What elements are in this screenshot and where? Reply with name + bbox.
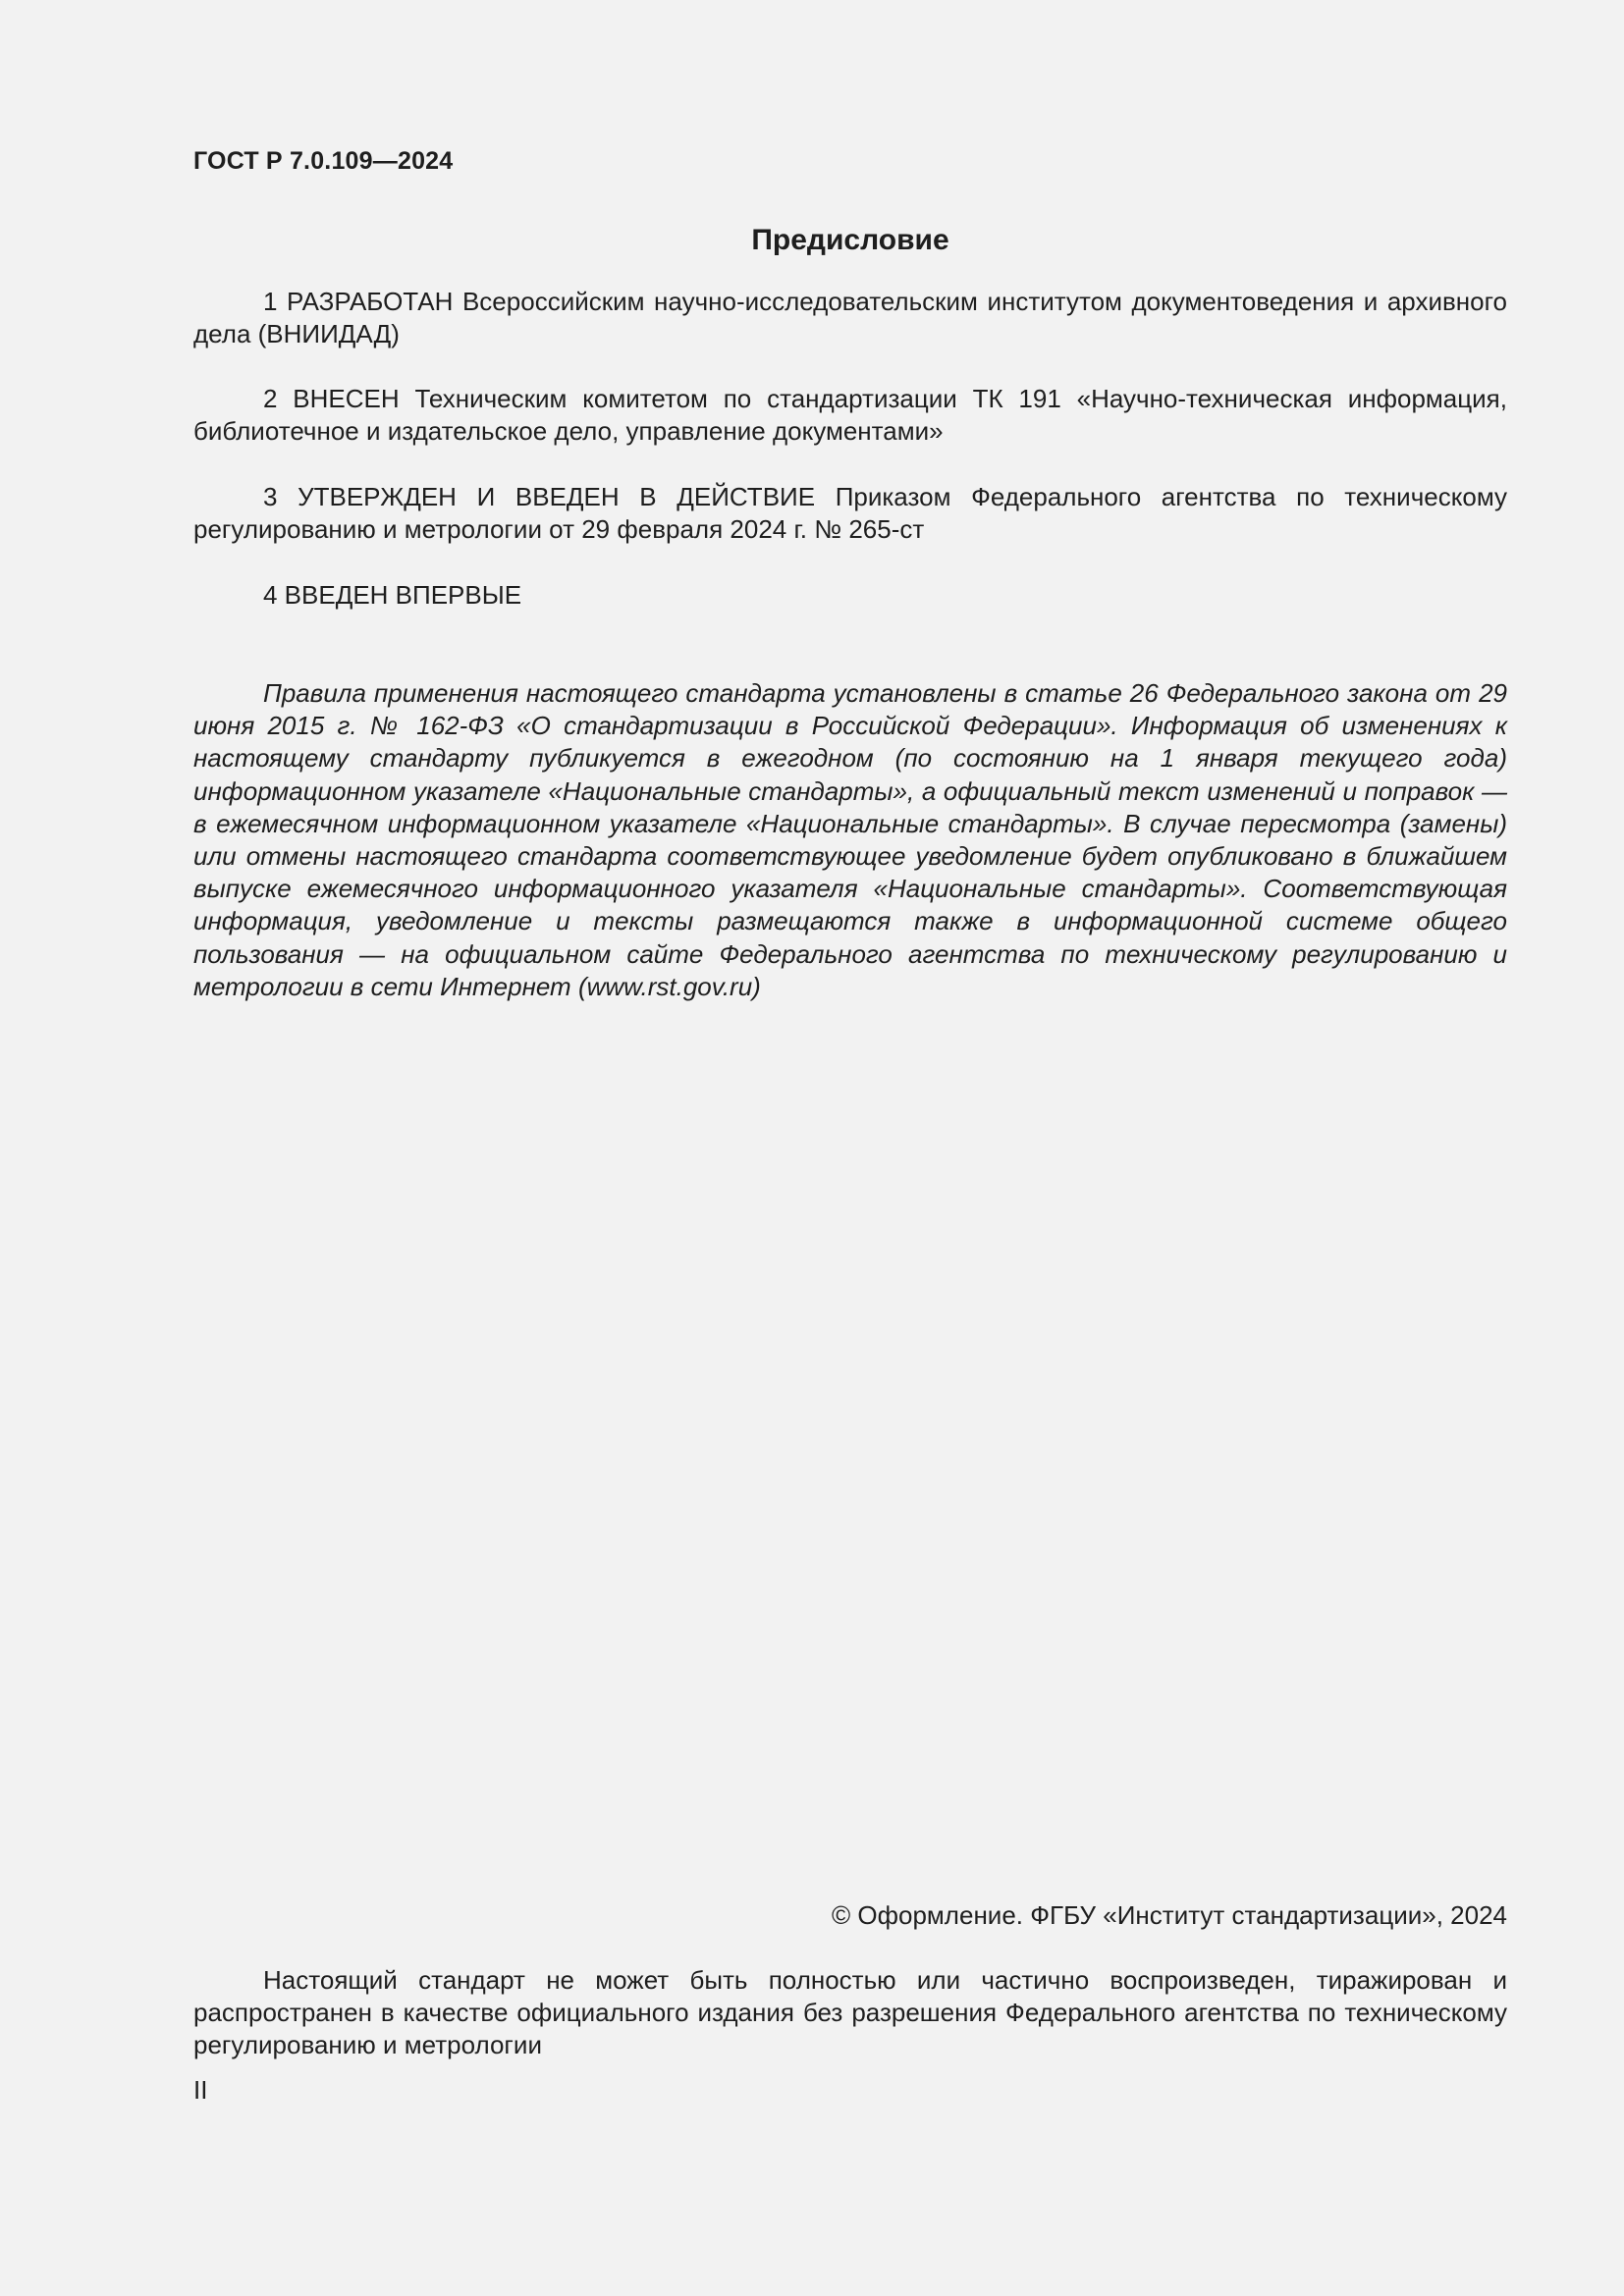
paragraph-developed: 1 РАЗРАБОТАН Всероссийским научно-исследовательским институтом документоведения и архивного дела (ВНИИДАД) [193,287,1507,348]
reproduction-rights-notice: Настоящий стандарт не может быть полностью или частично воспроизведен, тиражирован и распространен в качестве официального издания без разрешения Федерального агентства по техническому регулированию и метрологии [193,1965,1507,2059]
standard-code: ГОСТ Р 7.0.109—2024 [193,147,454,175]
application-rules-note: Правила применения настоящего стандарта установлены в статье 26 Федерального закона от 29 июня 2015 г. № 162-ФЗ «О стандартизации в Российской Федерации». Информация об изменениях к настоящему стандарту публикуется в ежегодном (по состоянию на 1 января текущего года) информационном указателе «Национальные стандарты», а официальный текст изменений и поправок — в ежемесячном информационном указателе «Национальные стандарты». В случае пересмотра (замены) или отмены настоящего стандарта соответствующее уведомление будет опубликовано в ближайшем выпуске ежемесячного информационного указателя «Национальные стандарты». Соответствующая информация, уведомление и тексты размещаются также в информационной системе общего пользования — на официальном сайте Федерального агентства по техническому регулированию и метрологии в сети Интернет (www.rst.gov.ru) [193,678,1507,1001]
page-number: II [193,2075,208,2105]
copyright-line: © Оформление. ФГБУ «Институт стандартизации», 2024 [832,1900,1507,1930]
paragraph-introduced: 2 ВНЕСЕН Техническим комитетом по стандартизации ТК 191 «Научно-техническая информация, библиотечное и издательское дело, управление документами» [193,384,1507,446]
page-title: Предисловие [751,224,949,256]
paragraph-first-introduced: 4 ВВЕДЕН ВПЕРВЫЕ [263,580,522,610]
paragraph-approved: 3 УТВЕРЖДЕН И ВВЕДЕН В ДЕЙСТВИЕ Приказом Федерального агентства по техническому регулированию и метрологии от 29 февраля 2024 г. № 265-ст [193,482,1507,544]
